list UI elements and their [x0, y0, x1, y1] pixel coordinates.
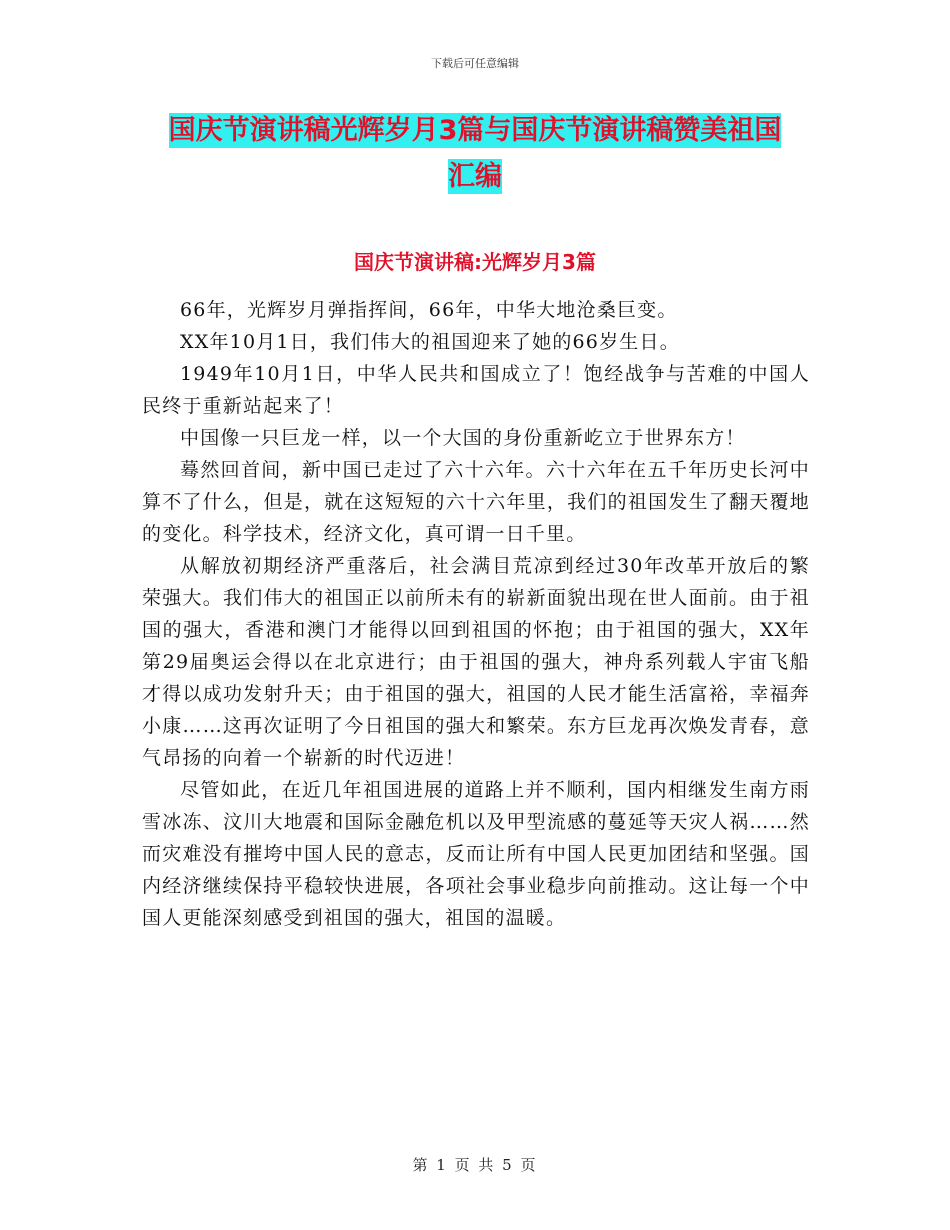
paragraph: 尽管如此，在近几年祖国进展的道路上并不顺利，国内相继发生南方雨雪冰冻、汶川大地震和国际金融危机以及甲型流感的蔓延等天灾人祸……然而灾难没有摧垮中国人民的意志，反而让所有中国人民更加团结和坚强。国内经济继续保持平稳较快进展，各项社会事业稳步向前推动。这让每一个中国人更能深刻感受到祖国的强大，祖国的温暖。: [142, 779, 810, 929]
document-title-line-1: 国庆节演讲稿光辉岁月3篇与国庆节演讲稿赞美祖国: [168, 115, 782, 146]
paragraph: 66年，光辉岁月弹指挥间，66年，中华大地沧桑巨变。: [180, 299, 678, 321]
paragraph: 中国像一只巨龙一样，以一个大国的身份重新屹立于世界东方！: [180, 427, 746, 449]
body-text: [142, 294, 810, 934]
header-note: 下载后可任意编辑: [431, 57, 519, 70]
document-title: [140, 108, 810, 200]
paragraph: 从解放初期经济严重落后，社会满目荒凉到经过30年改革开放后的繁荣强大。我们伟大的祖国正以前所未有的崭新面貌出现在世人面前。由于祖国的强大，香港和澳门才能得以回到祖国的怀抱；由于祖国的强大，XX年第29届奥运会得以在北京进行；由于祖国的强大，神舟系列载人宇宙飞船才得以成功发射升天；由于祖国的强大，祖国的人民才能生活富裕，幸福奔小康……这再次证明了今日祖国的强大和繁荣。东方巨龙再次焕发青春，意气昂扬的向着一个崭新的时代迈进！: [142, 555, 810, 769]
paragraph: 蓦然回首间，新中国已走过了六十六年。六十六年在五千年历史长河中算不了什么，但是，就在这短短的六十六年里，我们的祖国发生了翻天覆地的变化。科学技术，经济文化，真可谓一日千里。: [142, 459, 810, 545]
page-footer: 第 1 页 共 5 页: [412, 1156, 538, 1174]
paragraph: XX年10月1日，我们伟大的祖国迎来了她的66岁生日。: [180, 331, 680, 353]
section-title: 国庆节演讲稿:光辉岁月3篇: [354, 250, 596, 274]
paragraph: 1949年10月1日，中华人民共和国成立了！饱经战争与苦难的中国人民终于重新站起来了！: [142, 363, 810, 417]
document-title-line-2: 汇编: [448, 161, 502, 192]
